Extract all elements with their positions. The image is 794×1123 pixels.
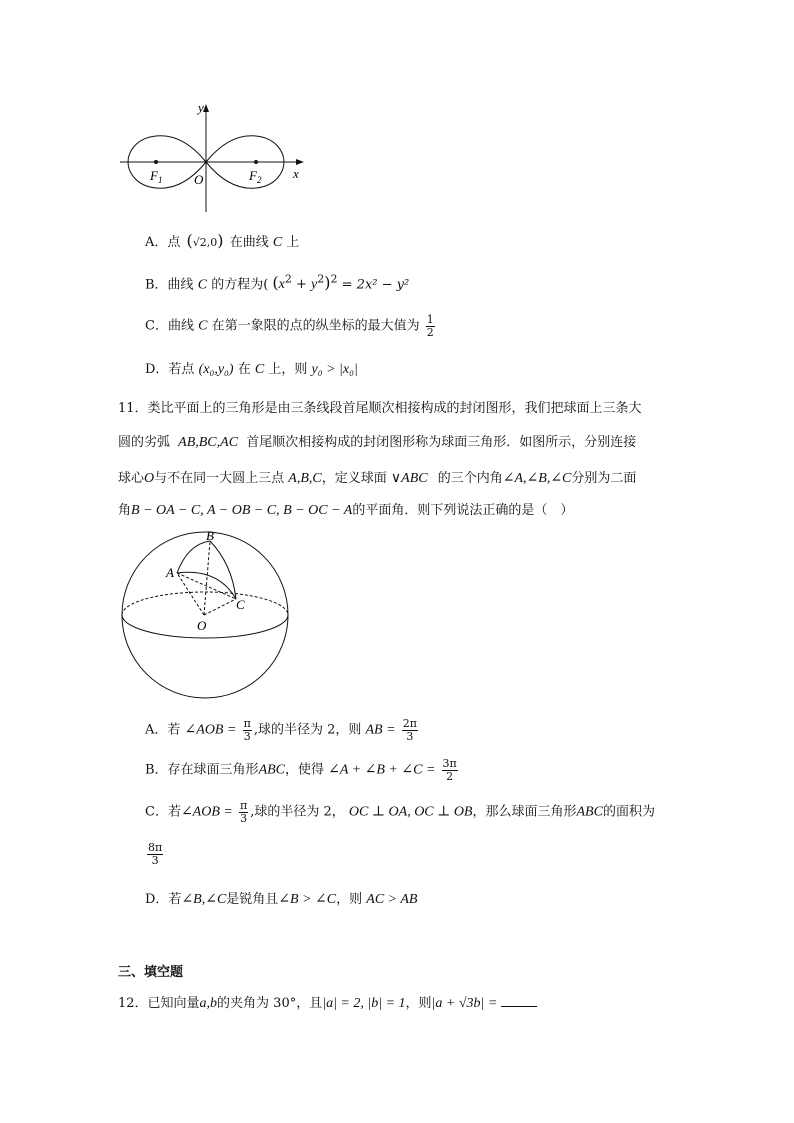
spherical-triangle: ∨ABC	[390, 471, 428, 486]
fraction-pi-3: $\frac{\pi}{3}$	[240, 799, 248, 825]
text: 圆的劣弧	[118, 435, 171, 450]
text: 球心	[118, 471, 145, 486]
opt-c-text: 在第一象限的点的纵坐标的最大值为	[211, 318, 420, 334]
q10-option-b[interactable]	[145, 273, 409, 293]
opt-b-text: 的方程为(	[211, 277, 269, 293]
opt-d-prefix: D．若点	[145, 362, 195, 377]
opt-mid: ,球的半径为 2，则	[253, 722, 362, 738]
fraction-one-half: $\frac{1}{2}$	[426, 313, 434, 339]
arc-ab-length: AB =	[365, 722, 396, 738]
y-arrow	[203, 104, 209, 112]
x-label: x	[293, 166, 299, 181]
lemniscate-figure	[118, 98, 310, 216]
arc-ab	[177, 541, 210, 573]
angle-aob: ∠AOB =	[184, 722, 237, 738]
opt-c-prefix: C．曲线	[145, 318, 194, 334]
opt-mid: ，使得	[285, 762, 325, 778]
opt-mid: 是锐角且	[226, 892, 279, 907]
points-abc: A,B,C	[288, 471, 322, 486]
opt-b-prefix: B．曲线	[145, 277, 194, 293]
q12	[118, 992, 537, 1012]
point-x0y0: (x₀,y₀)	[198, 362, 234, 377]
label-b: B	[206, 530, 214, 543]
opt-tail2: 的面积为	[602, 804, 655, 820]
label-c: C	[236, 597, 245, 612]
opt-a-suffix: 上	[286, 235, 300, 250]
label-a: A	[166, 565, 174, 580]
q10-option-d[interactable]	[145, 358, 358, 378]
q11-option-c[interactable]	[145, 800, 655, 824]
arc-bc	[210, 541, 236, 599]
q11-line1: 11．类比平面上的三角形是由三条线段首尾顺次相接构成的封闭图形，我们把球面上三条大	[118, 401, 642, 416]
target-expression: |a + √3b| =	[431, 996, 498, 1011]
x-arrow	[296, 159, 304, 165]
opt-prefix: D．若	[145, 892, 182, 907]
focus-f2	[254, 160, 258, 164]
opt-prefix: A．若	[145, 722, 181, 738]
text: 的三个内角	[437, 471, 503, 486]
opt-d-text: 上，则	[268, 362, 308, 377]
sphere-figure	[118, 530, 298, 700]
q12-prefix: 12．已知向量	[118, 996, 200, 1011]
triangle-abc: ABC	[258, 762, 286, 778]
dihedral-angles: B − OA − C, A − OB − C, B − OC − A	[131, 503, 353, 518]
q11-line4	[118, 499, 573, 519]
text: 首尾顺次相接构成的封闭图形称为球面三角形．如图所示，分别连接	[246, 435, 637, 450]
f2-label: $F_2$	[249, 168, 262, 185]
q11-option-b[interactable]	[145, 758, 460, 782]
opt-a-mid: 在曲线	[229, 235, 269, 250]
origin-label: O	[194, 172, 204, 187]
label-o: O	[197, 618, 207, 633]
y-label: y	[198, 100, 204, 115]
q11-option-d[interactable]	[145, 888, 417, 908]
perpendicular-conditions: OC ⊥ OA, OC ⊥ OB	[348, 804, 473, 820]
opt-tail: ，则	[336, 892, 363, 907]
text: 角	[118, 503, 132, 518]
point-sqrt2: (√2,0)	[186, 231, 224, 250]
fraction-3pi-2: $\frac{3\pi}{2}$	[442, 757, 457, 783]
triangle-abc: ABC	[576, 804, 603, 820]
vectors-ab: a,b	[199, 996, 218, 1011]
q12-mid: 的夹角为 30°，且	[217, 996, 323, 1011]
answer-blank[interactable]	[501, 994, 537, 1007]
ac-chord	[177, 573, 236, 599]
inequality: y₀ > |x₀|	[311, 362, 358, 377]
f1-label: $F_1$	[150, 168, 163, 185]
equation-rhs: = 2x² − y²	[341, 277, 410, 293]
angles-b-c: ∠B,∠C	[181, 892, 227, 907]
q11-line3	[118, 467, 636, 487]
arc-inequality: AC > AB	[366, 892, 418, 907]
curve-c: C	[254, 362, 265, 377]
focus-f1	[154, 160, 158, 164]
section-title: 三、填空题	[118, 965, 184, 980]
q10-option-a[interactable]	[145, 231, 299, 251]
ob-line	[204, 541, 210, 615]
opt-mid: ,球的半径为 2，	[250, 804, 345, 820]
curve-c: C	[272, 235, 283, 250]
text: ，定义球面	[321, 471, 387, 486]
curve-c: C	[198, 318, 208, 334]
magnitude-conditions: |a| = 2, |b| = 1	[322, 996, 406, 1011]
opt-d-mid: 在	[237, 362, 251, 377]
opt-prefix: B．存在球面三角形	[145, 762, 259, 778]
q12-tail: ，则	[405, 996, 432, 1011]
text: 分别为二面	[571, 471, 637, 486]
angle-inequality: ∠B > ∠C	[278, 892, 337, 907]
fraction-8pi-3: $\frac{8\pi}{3}$	[148, 841, 163, 867]
fraction-pi-3: $\frac{\pi}{3}$	[243, 717, 251, 743]
angle-list: ∠A,∠B,∠C	[502, 471, 572, 486]
fraction-2pi-3: $\frac{2\pi}{3}$	[402, 717, 417, 743]
text: 与不在同一大圆上三点	[154, 471, 285, 486]
oc-line	[204, 599, 236, 615]
text: 的平面角．则下列说法正确的是（ ）	[352, 503, 574, 518]
q11-option-a[interactable]	[145, 718, 420, 742]
angle-aob: ∠AOB =	[180, 804, 233, 820]
q10-option-c[interactable]	[145, 314, 437, 338]
arc-list: AB,BC,AC	[178, 435, 239, 450]
angle-sum: ∠A + ∠B + ∠C =	[328, 762, 436, 778]
opt-prefix: C．若	[145, 804, 181, 820]
center-o: O	[144, 471, 155, 486]
equation-lhs: $(x^2 + y^2)^2$	[272, 273, 338, 293]
oa-line	[177, 573, 204, 615]
opt-tail: ，那么球面三角形	[472, 804, 577, 820]
opt-a-prefix: A．点	[145, 235, 181, 250]
curve-c: C	[197, 277, 208, 293]
q11-line2	[118, 431, 636, 451]
